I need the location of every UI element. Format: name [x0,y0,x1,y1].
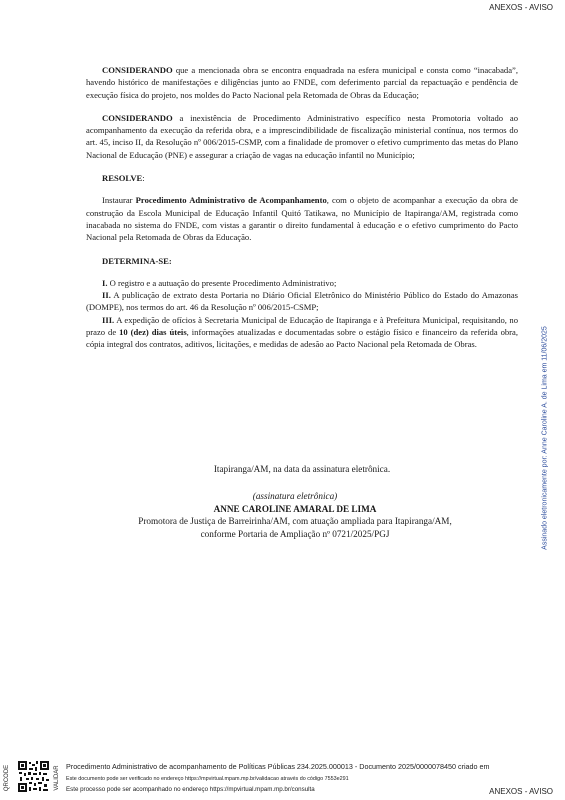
item-text: , informações atualizadas e documentadas sobre o estágio físico e financeiro da referida obra, cópia integral dos contratos, aditivos, licitações, e medidas de adesão ao Pacto Nacional pela Retomada de Obras. [86,327,518,350]
item-text: O registro e a autuação do presente Procedimento Administrativo; [107,277,337,288]
margin-signature-stamp [539,283,551,593]
footer-verification-link[interactable]: Este documento pode ser verificado no endereço https://mpvirtual.mpam.mp.br/validacao através do código 7553e291 [66,776,349,782]
item-number: II. [102,290,111,301]
signer-role-line1: Promotora de Justiça de Barreirinha/AM, com atuação ampliada para Itapiranga/AM, [138,516,452,526]
procedure-title: Procedimento Administrativo de Acompanhamento [135,195,327,206]
item-number: I. [102,277,108,288]
header-label: ANEXOS - AVISO [489,3,553,12]
signer-role-line2: conforme Portaria de Ampliação nº 0721/2025/PGJ [200,528,390,539]
signature-block [60,490,530,540]
margin-stamp-text: Assinado eletronicamente por: Anne Caroline A. de Lima em 11/06/2025 [541,326,549,550]
paragraph-text: a inexistência de Procedimento Administrativo específico nesta Promotoria voltado ao acompanhamento da execução da referida obra, e a imprescindibilidade de fiscalização ministerial contínua, nos termos do art. 45, inciso II, da Resolução nº 006/2015-CSMP, com a finalidade de promover o efetivo cumprimento das metas do Plano Nacional de Educação (PNE) e assegurar a criação de vagas na educação infantil no Município; [86,112,518,160]
resolve-colon: : [142,173,145,184]
qr-code-icon[interactable] [17,760,50,793]
item-3 [86,314,518,351]
qrcode-label [2,760,12,795]
footer-tracking-link[interactable]: Este processo pode ser acompanhado no endereço https://mpvirtual.mpam.mp.br/consulta [66,786,315,793]
validar-label [52,760,62,795]
item-number: III. [102,314,115,325]
signer-name: ANNE CAROLINE AMARAL DE LIMA [213,503,377,514]
item-text: A publicação de extrato desta Portaria no Diário Oficial Eletrônico do Ministério Público do Estado do Amazonas (DOMPE), nos termos do art. 46 da Resolução nº 006/2015-CSMP; [86,290,518,313]
item-text: A expedição de ofícios à Secretaria Municipal de Educação de Itapiranga e à Prefeitura Municipal, requisitando, no prazo de [86,314,518,338]
qrcode-label-text: QRCODE [4,764,10,791]
paragraph-considerando-1 [86,64,518,101]
item-1 [86,277,518,289]
bottom-label: ANEXOS - AVISO [489,787,553,796]
place-date: Itapiranga/AM, na data da assinatura eletrônica. [213,464,391,474]
paragraph-text: , com o objeto de acompanhar a execução da obra de construção da Escola Municipal de Educação Infantil Quitó Tatikawa, no Município de Itapiranga/AM, registrada como inacabada no sistema do FNDE, com vistas a garantir o direito fundamental à educação e o efetivo cumprimento do Pacto Nacional pela Retomada de Obras da Educação. [86,195,518,243]
paragraph-resolve [86,194,518,243]
considerando-keyword: CONSIDERANDO [102,65,173,75]
paragraph-text: Instaurar [102,195,136,206]
resolve-heading [102,172,518,184]
deadline-text: 10 (dez) dias úteis [119,327,187,338]
item-2 [86,289,518,314]
determina-heading: DETERMINA-SE: [102,255,172,266]
paragraph-considerando-2 [86,112,518,161]
document-body [86,64,518,351]
resolve-label: RESOLVE [102,173,143,184]
signature-note: (assinatura eletrônica) [252,491,338,501]
footer-document-line: Procedimento Administrativo de acompanhamento de Políticas Públicas 234.2025.000013 - Documento 2025/0000078450 criado em [66,762,490,771]
considerando-keyword: CONSIDERANDO [102,112,173,123]
validar-label-text: VALIDAR [54,764,60,791]
paragraph-text: que a mencionada obra se encontra enquadrada na esfera municipal e consta como “inacabada”, havendo histórico de manifestações e diligências junto ao FNDE, com deferimento parcial da repactuação e pendência de execução física do projeto, nos moldes do Pacto Nacional pela Retomada de Obras da Educação; [86,65,518,100]
